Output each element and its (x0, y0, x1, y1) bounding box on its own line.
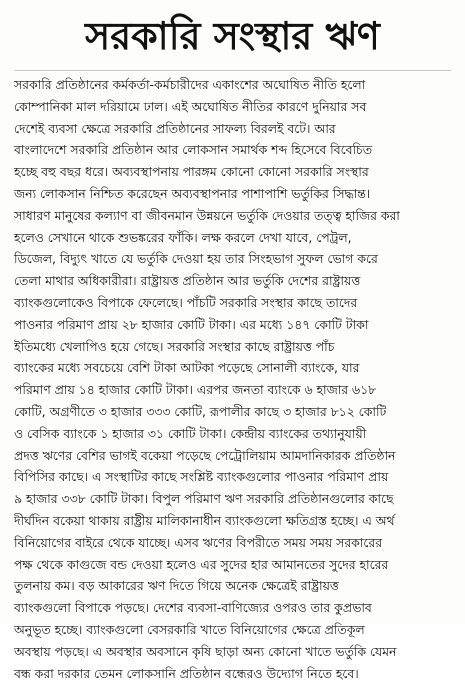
article-line: বিনিয়োগের বাইরে থেকে যাচ্ছে। এসব ঋণের বিপরীতে সময় সময় সরকারের (14, 534, 383, 550)
article-line: তুলনায় কম। বড় আকারের ঋণ দিতে গিয়ে অনেক ক্ষেত্রেই রাষ্ট্রায়ত্ত (14, 578, 339, 594)
article-line: ব্যাংকগুলো বিপাকে পড়ছে। দেশের ব্যবসা-বাণিজ্যের ওপরও তার কুপ্রভাব (14, 600, 372, 616)
article-headline: সরকারি সংস্থার ঋণ (85, 13, 380, 58)
article-line: ও বেসিক ব্যাংকে ১ হাজার ৩১ কোটি টাকা। কেন্দ্রীয় ব্যাংকের তথ্যানুযায়ী (14, 425, 367, 441)
article-line: সাধারণ মানুষের কল্যাণ বা জীবনমান উন্নয়নে ভর্তুকি দেওয়ার তত্ত্ব হাজির করা (14, 207, 400, 223)
article-line: তেলা মাথার অধিকারীরা। রাষ্ট্রায়ত্ত প্রতিষ্ঠান আর ভর্তুকি দেশের রাষ্ট্রায়ত্ত (14, 273, 361, 289)
article-line: বাংলাদেশে সরকারি প্রতিষ্ঠান আর লোকসান সমার্থক শব্দ হিসেবে বিবেচিত (14, 142, 373, 158)
article-line: ডিজেল, বিদ্যুৎ খাতে যে ভর্তুকি দেওয়া হয় তার সিংহভাগ সুফল ভোগ করে (14, 251, 378, 267)
article-line: দেশেই ব্যবসা ক্ষেত্রে সরকারি প্রতিষ্ঠানের সাফল্য বিরলই বটে। আর (14, 120, 336, 136)
article-line: ইতিমধ্যে খেলাপিও হয়ে গেছে। সরকারি সংস্থার কাছে রাষ্ট্রায়ত্ত পাঁচ (14, 338, 335, 354)
article-line: বিপিসির কাছে। এ সংস্থাটির কাছে সংশ্লিষ্ট ব্যাংকগুলোর পাওনার পরিমাণ প্রায় (14, 469, 389, 485)
article-line: ব্যাংকের মধ্যে সবচেয়ে বেশি টাকা আটকা পড়েছে সোনালী ব্যাংকে, যার (14, 360, 360, 376)
article-line: হলেও সেখানে থাকে শুভঙ্করের ফাঁকি। লক্ষ করলে দেখা যাবে, পেট্রল, (14, 229, 352, 245)
article-line: দীর্ঘদিন বকেয়া থাকায় রাষ্ট্রীয় মালিকানাধীন ব্যাংকগুলো ক্ষতিগ্রস্ত হচ্ছে। এ অর্থ (14, 512, 395, 528)
article-line: পরিমাণ প্রায় ১৪ হাজার কোটি টাকা। এরপর জনতা ব্যাংকে ৬ হাজার ৬১৮ (14, 382, 377, 398)
article-line: প্রদত্ত ঋণের বেশির ভাগই বকেয়া পড়েছে পেট্রোলিয়াম আমদানিকারক প্রতিষ্ঠান (14, 447, 396, 463)
article-line: পক্ষ থেকে কাগুজে বন্ড দেওয়া হলেও এর সুদের হার আমানতের সুদের হারের (14, 556, 389, 572)
article-line: জন্য লোকসান নিশ্চিত করেছেন অব্যবস্থাপনার পাশাপাশি ভর্তুকির সিদ্ধান্ত। (14, 185, 371, 201)
article-line: অবস্থায় পড়ছে। এ অবস্থার অবসানে কৃষি ছাড়া অন্য কোনো খাতে ভর্তুকি যেমন (14, 643, 397, 659)
article-line: অনুভূত হচ্ছে। ব্যাংকগুলো বেসরকারি খাতে বিনিয়োগের ক্ষেত্রে প্রতিকূল (14, 621, 365, 637)
article-line: কোম্পানিকা মাল দরিয়ামে ঢাল। এই অঘোষিত নীতির কারণে দুনিয়ার সব (14, 98, 367, 114)
article-line: পাওনার পরিমাণ প্রায় ২৮ হাজার কোটি টাকা। এর মধ্যে ১৪৭ কোটি টাকা (14, 316, 369, 332)
article-line: ব্যাংকগুলোকেও বিপাকে ফেলেছে। পাঁচটি সরকারি সংস্থার কাছে তাদের (14, 294, 358, 310)
article-line: বন্ধ করা দরকার তেমন লোকসানি প্রতিষ্ঠান বন্ধেরও উদ্যোগ নিতে হবে। (14, 665, 359, 681)
article-body (14, 74, 451, 681)
article-line: ৯ হাজার ৩৩৮ কোটি টাকা। বিপুল পরিমাণ ঋণ সরকারি প্রতিষ্ঠানগুলোর কাছে (14, 491, 394, 507)
article-line: সরকারি প্রতিষ্ঠানের কর্মকর্তা-কর্মচারীদের একাংশের অঘোষিত নীতি হলো (14, 77, 366, 92)
headline-divider (14, 70, 451, 71)
article-line: হচ্ছে বহু বছর ধরে। অব্যবস্থাপনায় পারঙ্গম কোনো কোনো সরকারি সংস্থার (14, 164, 369, 180)
article-line: কোটি, অগ্রণীতে ৩ হাজার ৩৩৩ কোটি, রূপালীর কাছে ৩ হাজার ৮১২ কোটি (14, 403, 387, 419)
